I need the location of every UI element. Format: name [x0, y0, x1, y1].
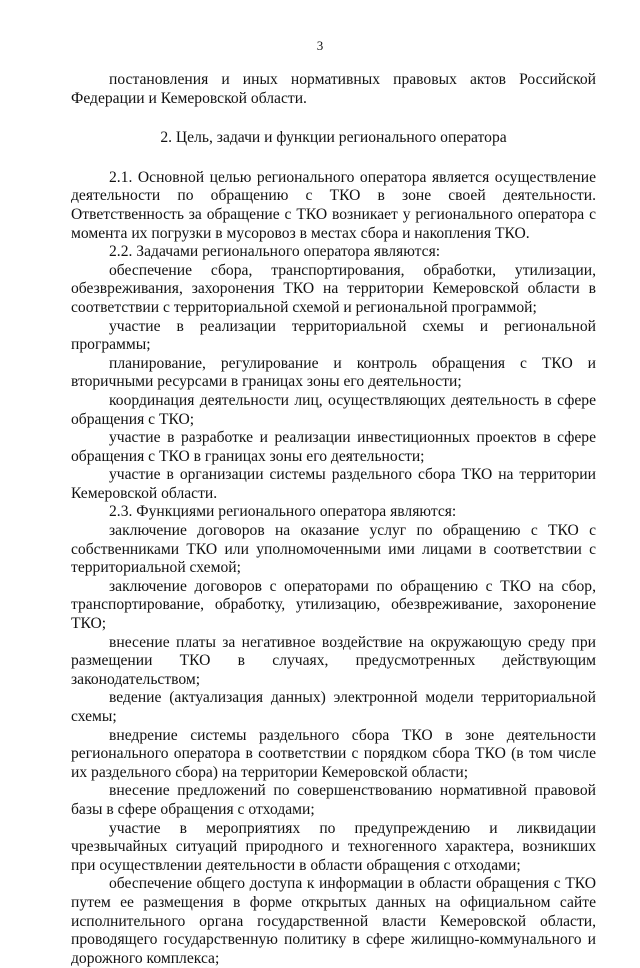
task-item: участие в организации системы раздельного сбора ТКО на территории Кемеровской области. [71, 466, 596, 502]
task-item: участие в реализации территориальной схемы и региональной программы; [71, 317, 596, 354]
function-item: обеспечение общего доступа к информации в области обращения с ТКО путем ее размещения в форме открытых данных на официальном сайте исполнительного органа государственной власти Кемеровской области, проводящего государственную политику в сфере жилищно-коммунального и дорожного комплекса; [71, 875, 596, 967]
paragraph-2-2: 2.2. Задачами регионального оператора являются: [109, 243, 441, 261]
function-item: внесение предложений по совершенствованию нормативной правовой базы в сфере обращения с отходами; [71, 782, 596, 818]
task-item: участие в разработке и реализации инвестиционных проектов в сфере обращения с ТКО в границах зоны его деятельности; [71, 429, 596, 465]
function-item: ведение (актуализация данных) электронной модели территориальной схемы; [71, 689, 596, 725]
section-heading: 2. Цель, задачи и функции регионального оператора [160, 129, 507, 147]
function-item: заключение договоров на оказание услуг по обращению с ТКО с собственниками ТКО или уполномоченными ими лицами в соответствии с территориальной схемой; [71, 522, 596, 577]
task-item: обеспечение сбора, транспортирования, обработки, утилизации, обезвреживания, захоронения ТКО на территории Кемеровской области в соответствии с территориальной схемой и региональной программой; [71, 261, 596, 316]
paragraph-2-1: 2.1. Основной целью регионального оператора является осуществление деятельности по обращению с ТКО в зоне своей деятельности. Ответственность за обращение с ТКО возникает у регионального оператора с момента их погрузки в мусоровоз в местах сбора и накопления ТКО. [71, 168, 596, 242]
function-item: заключение договоров с операторами по обращению с ТКО на сбор, транспортирование, обработку, утилизацию, обезвреживание, захоронение ТКО; [71, 577, 596, 633]
document-body [71, 71, 596, 968]
page-number: 3 [316, 38, 324, 53]
task-item: координация деятельности лиц, осуществляющих деятельность в сфере обращения с ТКО; [71, 391, 596, 428]
function-item: внедрение системы раздельного сбора ТКО в зоне деятельности регионального оператора в соответствии с порядком сбора ТКО (в том числе их раздельного сбора) на территории Кемеровской области; [71, 726, 596, 781]
function-item: участие в мероприятиях по предупреждению и ликвидации чрезвычайных ситуаций природного и техногенного характера, возникших при осуществлении деятельности в области обращения с отходами; [71, 819, 596, 874]
task-item: планирование, регулирование и контроль обращения с ТКО и вторичными ресурсами в границах зоны его деятельности; [71, 354, 596, 391]
intro-paragraph: постановления и иных нормативных правовых актов Российской Федерации и Кемеровской области. [71, 71, 596, 107]
function-item: внесение платы за негативное воздействие на окружающую среду при размещении ТКО в случаях, предусмотренных действующим законодательством; [71, 633, 596, 688]
paragraph-2-3: 2.3. Функциями регионального оператора являются: [109, 503, 457, 521]
